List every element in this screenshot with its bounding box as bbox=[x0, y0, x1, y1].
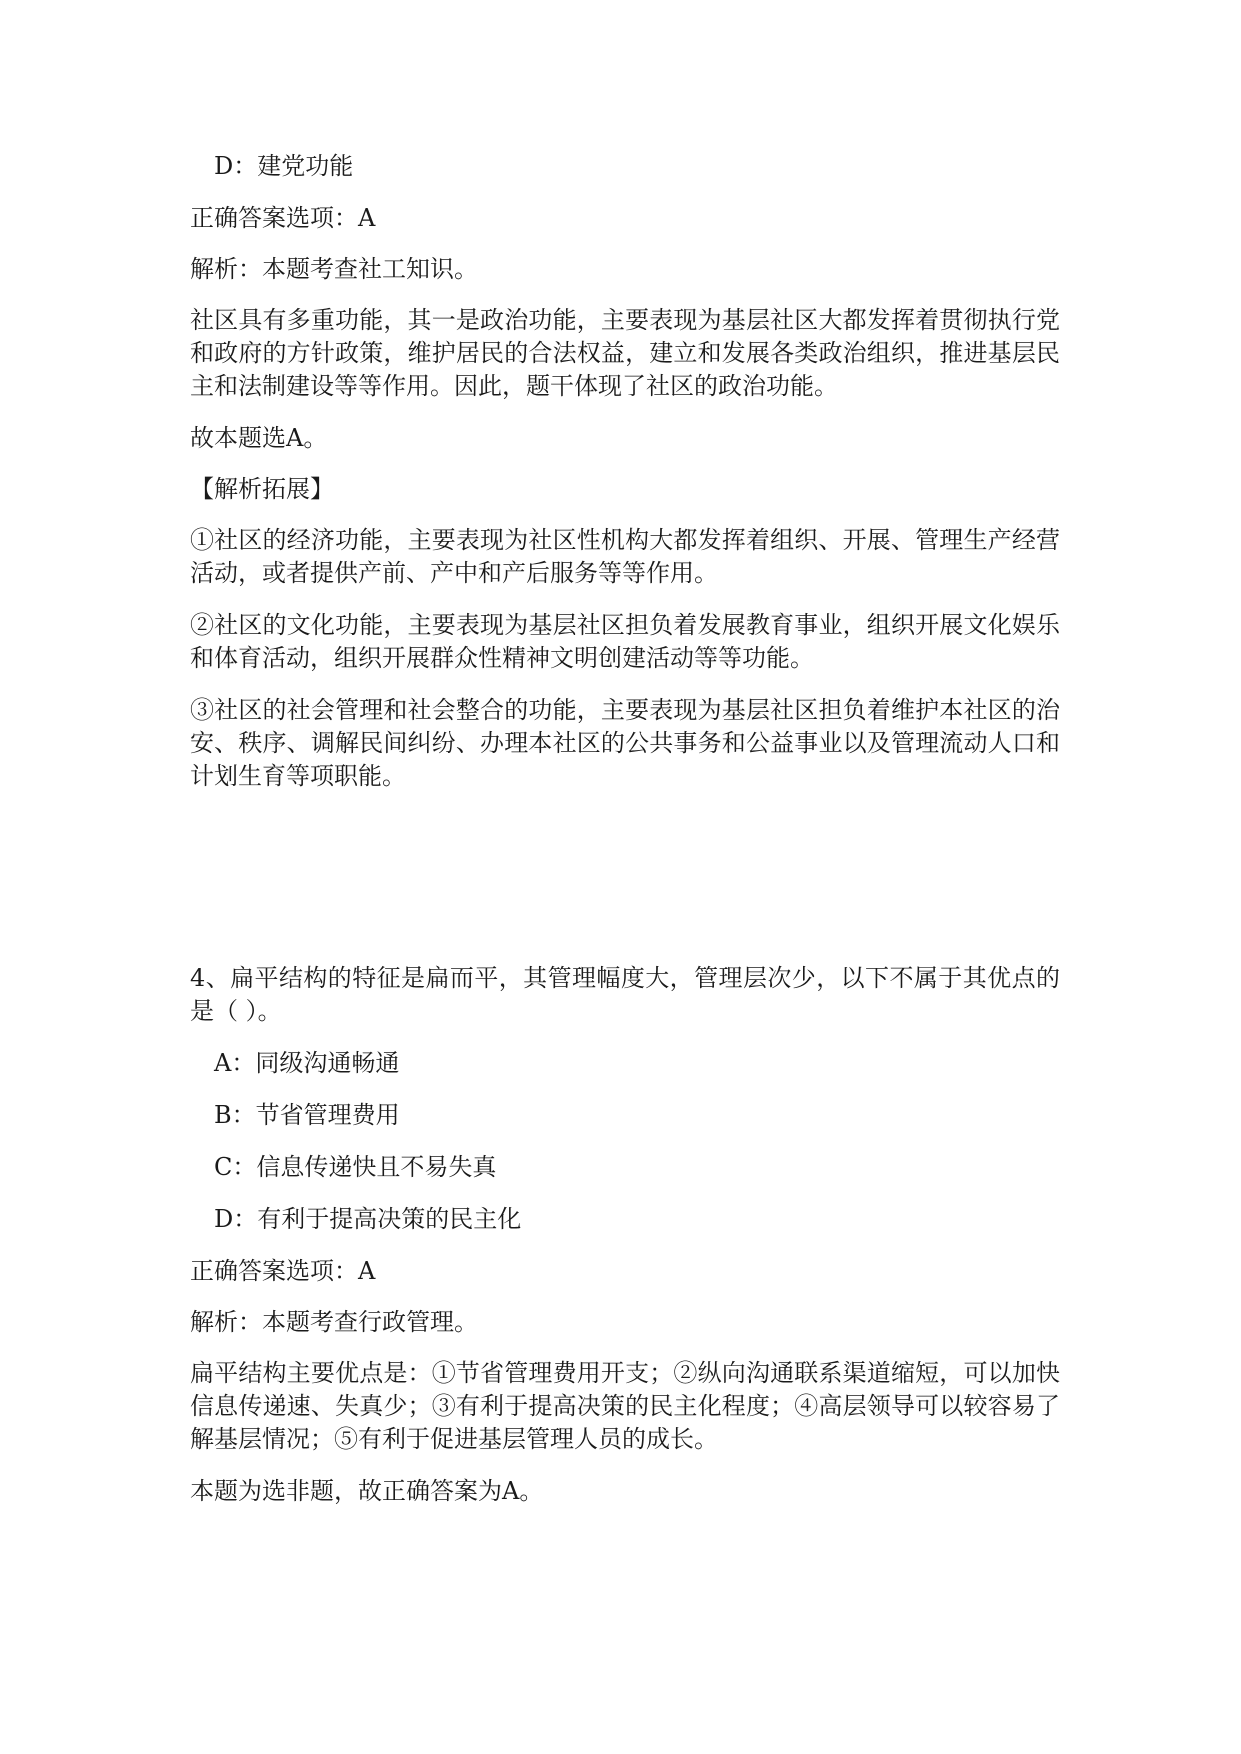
question-4-option-b: B：节省管理费用 bbox=[214, 1101, 400, 1129]
conclusion: 故本题选A。 bbox=[190, 424, 328, 452]
question-4-option-d: D：有利于提高决策的民主化 bbox=[214, 1205, 522, 1233]
extension-item-2: ②社区的文化功能，主要表现为基层社区担负着发展教育事业，组织开展文化娱乐和体育活动，组织开展群众性精神文明创建活动等等功能。 bbox=[190, 611, 1060, 672]
question-4-analysis-heading: 解析：本题考查行政管理。 bbox=[190, 1308, 478, 1336]
question-4-option-c: C：信息传递快且不易失真 bbox=[214, 1153, 497, 1181]
question-4-conclusion: 本题为选非题，故正确答案为A。 bbox=[190, 1477, 544, 1505]
analysis-heading: 解析：本题考查社工知识。 bbox=[190, 255, 478, 283]
extension-item-3: ③社区的社会管理和社会整合的功能，主要表现为基层社区担负着维护本社区的治安、秩序、调解民间纠纷、办理本社区的公共事务和公益事业以及管理流动人口和计划生育等项职能。 bbox=[190, 696, 1060, 790]
question-4-option-a: A：同级沟通畅通 bbox=[214, 1049, 400, 1077]
extension-item-1: ①社区的经济功能，主要表现为社区性机构大都发挥着组织、开展、管理生产经营活动，或者提供产前、产中和产后服务等等作用。 bbox=[190, 526, 1060, 587]
analysis-paragraph: 社区具有多重功能，其一是政治功能，主要表现为基层社区大都发挥着贯彻执行党和政府的方针政策，维护居民的合法权益，建立和发展各类政治组织，推进基层民主和法制建设等等作用。因此，题干体现了社区的政治功能。 bbox=[190, 306, 1060, 400]
question-4-analysis-paragraph: 扁平结构主要优点是：①节省管理费用开支；②纵向沟通联系渠道缩短，可以加快信息传递速、失真少；③有利于提高决策的民主化程度；④高层领导可以较容易了解基层情况；⑤有利于促进基层管理人员的成长。 bbox=[190, 1359, 1060, 1453]
document-page bbox=[190, 150, 1060, 1526]
section-gap bbox=[190, 812, 1060, 962]
question-4-answer: 正确答案选项：A bbox=[190, 1257, 376, 1285]
question-4-stem: 4、扁平结构的特征是扁而平，其管理幅度大，管理层次少，以下不属于其优点的是（ ）。 bbox=[190, 964, 1060, 1025]
correct-answer: 正确答案选项：A bbox=[190, 204, 376, 232]
extension-title: 【解析拓展】 bbox=[190, 475, 334, 503]
option-d: D：建党功能 bbox=[214, 152, 354, 180]
